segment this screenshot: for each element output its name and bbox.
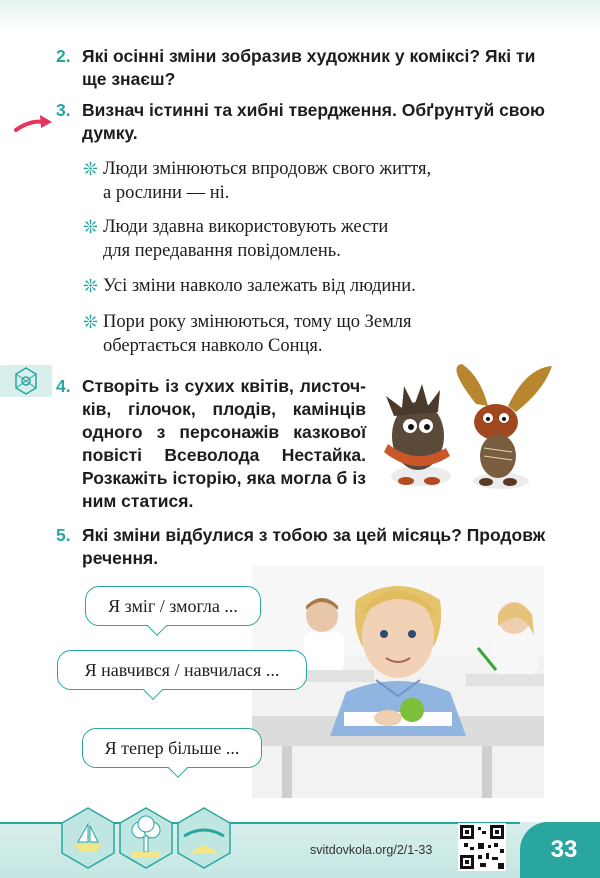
task-text: Створіть із сухих квітів, листоч-ків, гілочок, плодів, камінців одного з персонажів казкової повісті Всеволода Нестайка. Розкажіть історію, яка могла б із ним статися. bbox=[82, 376, 366, 511]
snowflake-bullet-icon: ❊ bbox=[83, 276, 99, 296]
task-number: 5. bbox=[56, 525, 71, 545]
task-5 bbox=[56, 524, 556, 570]
statement-line: Люди змінюються впродовж свого життя, bbox=[103, 159, 432, 179]
speech-bubble-2 bbox=[57, 650, 307, 690]
task-text: Визнач істинні та хибні твердження. Обґрунтуй свою думку. bbox=[82, 100, 545, 143]
statement-line: обертається навколо Сонця. bbox=[103, 336, 323, 356]
boat-icon bbox=[60, 806, 116, 870]
bubble-text: Я навчився / навчилася ... bbox=[84, 659, 280, 680]
bubble-text: Я тепер більше ... bbox=[104, 737, 240, 758]
statement-item bbox=[83, 274, 523, 298]
task-number: 3. bbox=[56, 100, 71, 120]
speech-bubble-1 bbox=[85, 586, 261, 626]
page-number-text: 33 bbox=[550, 836, 578, 863]
snowflake-bullet-icon: ❊ bbox=[83, 217, 99, 237]
statement-line: Усі зміни навколо залежать від людини. bbox=[103, 276, 416, 296]
leaf-craft-characters-image bbox=[376, 356, 556, 501]
task-text: Які осінні зміни зобразив художник у коміксі? Які ти ще знаєш? bbox=[82, 46, 536, 89]
footer-url[interactable]: svitdovkola.org/2/1-33 bbox=[310, 843, 433, 857]
page-number bbox=[520, 822, 600, 878]
statement-line: а рослини — ні. bbox=[103, 183, 230, 203]
task-4 bbox=[56, 375, 366, 513]
task-text: Які зміни відбулися з тобою за цей місяць? Продовж речення. bbox=[82, 525, 546, 568]
bridge-icon bbox=[176, 806, 232, 870]
tree-icon bbox=[118, 806, 174, 870]
task-number: 2. bbox=[56, 46, 71, 66]
bubble-text: Я зміг / змогла ... bbox=[108, 595, 238, 616]
group-work-icon bbox=[0, 365, 52, 397]
task-number: 4. bbox=[56, 376, 71, 396]
pointer-arrow-icon bbox=[14, 112, 54, 134]
speech-bubble-3 bbox=[82, 728, 262, 768]
statement-item bbox=[83, 310, 523, 358]
snowflake-bullet-icon: ❊ bbox=[83, 159, 99, 179]
statement-item bbox=[83, 215, 523, 263]
task-3 bbox=[56, 99, 556, 145]
qr-code-icon[interactable] bbox=[458, 823, 506, 871]
statement-line: Пори року змінюються, тому що Земля bbox=[103, 312, 412, 332]
statement-line: Люди здавна використовують жести bbox=[103, 217, 389, 237]
top-band bbox=[0, 0, 600, 30]
snowflake-bullet-icon: ❊ bbox=[83, 312, 99, 332]
statement-line: для передавання повідомлень. bbox=[103, 241, 341, 261]
statement-item bbox=[83, 157, 523, 205]
task-2 bbox=[56, 45, 556, 91]
